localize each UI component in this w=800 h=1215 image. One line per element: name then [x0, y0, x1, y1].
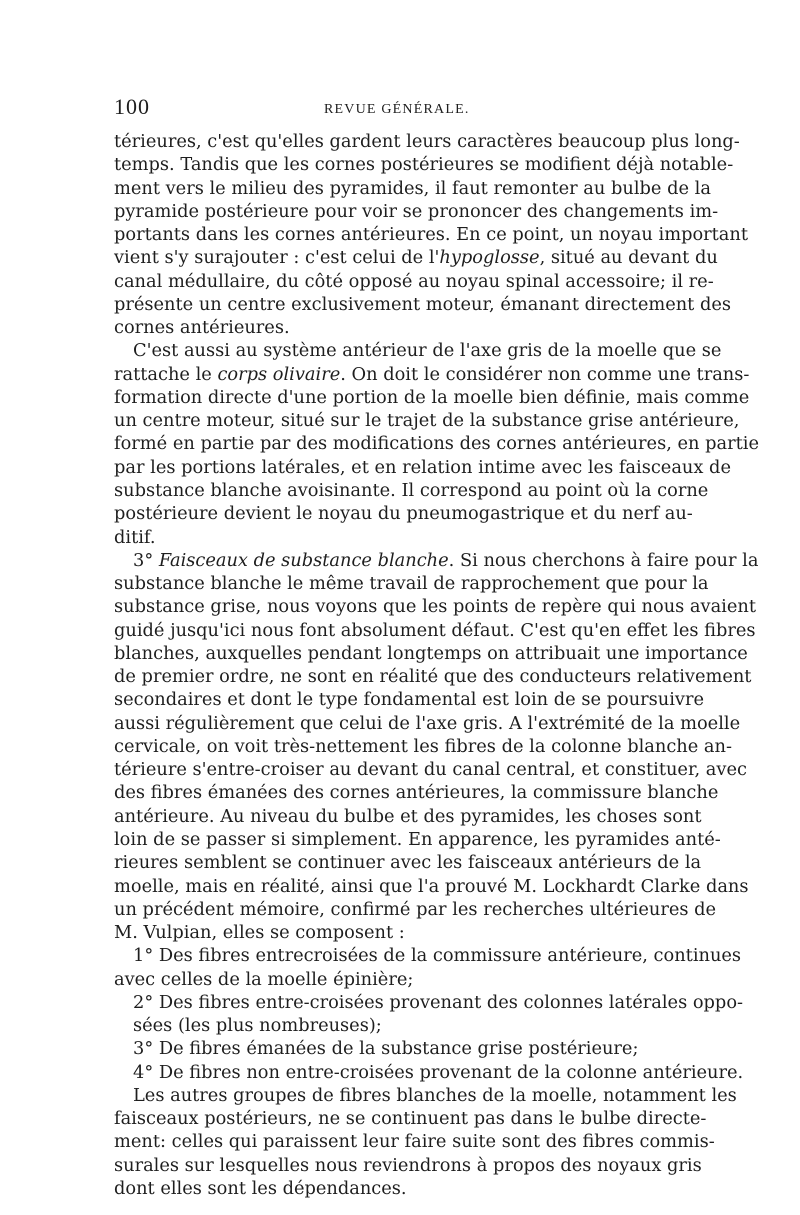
text-line — [114, 246, 718, 269]
text-line — [114, 177, 711, 200]
text-segment: temps. Tandis que les cornes postérieures se modifient déjà notable- — [114, 154, 734, 176]
text-segment: substance grise, nous voyons que les points de repère qui nous avaient — [114, 596, 756, 618]
text-segment: vient s'y surajouter : c'est celui de l' — [114, 247, 440, 269]
text-segment: cervicale, on voit très-nettement les fibres de la colonne blanche an- — [114, 735, 732, 757]
text-line — [114, 921, 688, 944]
text-segment: aussi régulièrement que celui de l'axe gris. A l'extrémité de la moelle — [114, 712, 741, 734]
text-segment: formation directe d'une portion de la moelle bien définie, mais comme — [114, 386, 750, 408]
italic-term: hypoglosse — [439, 247, 540, 269]
text-segment: blanches, auxquelles pendant longtemps on attribuait une importance — [114, 642, 748, 664]
text-line — [114, 479, 709, 502]
text-segment: C'est aussi au système antérieur de l'axe gris de la moelle que se — [133, 340, 722, 362]
text-line — [114, 502, 693, 525]
text-segment: sées (les plus nombreuses); — [133, 1015, 382, 1037]
text-line — [114, 1107, 707, 1130]
text-segment: des fibres émanées des cornes antérieures, la commissure blanche — [114, 782, 719, 804]
text-segment: térieures, c'est qu'elles gardent leurs caractères beaucoup plus long- — [114, 131, 740, 152]
text-segment: un centre moteur, situé sur le trajet de la substance grise antérieure, — [114, 410, 740, 432]
text-line — [114, 526, 688, 549]
text-line — [114, 828, 721, 851]
text-line — [114, 1084, 737, 1107]
text-line — [114, 1154, 702, 1177]
text-segment: par les portions latérales, et en relation intime avec les faisceaux de — [114, 456, 731, 478]
text-line — [114, 642, 748, 665]
text-line — [114, 223, 748, 246]
text-line — [114, 456, 731, 479]
text-line — [114, 1061, 744, 1084]
text-line — [114, 363, 750, 386]
text-segment: dont elles sont les dépendances. — [114, 1177, 407, 1199]
text-line — [114, 293, 732, 316]
text-segment: postérieure devient le noyau du pneumogastrique et du nerf au- — [114, 503, 693, 525]
text-line — [114, 688, 705, 711]
text-segment: de premier ordre, ne sont en réalité que des conducteurs relativement — [114, 666, 752, 688]
text-line — [114, 386, 750, 409]
text-segment: surales sur lesquelles nous reviendrons à propos des noyaux gris — [114, 1154, 702, 1176]
text-segment: Les autres groupes de fibres blanches de la moelle, notamment les — [133, 1084, 737, 1106]
text-line — [114, 595, 756, 618]
text-segment: 3° De fibres émanées de la substance grise postérieure; — [133, 1038, 639, 1060]
text-segment: térieure s'entre-croiser au devant du canal central, et constituer, avec — [114, 759, 747, 781]
body-text — [114, 130, 759, 1200]
text-segment: avec celles de la moelle épinière; — [114, 968, 414, 990]
text-segment: pyramide postérieure pour voir se prononcer des changements im- — [114, 200, 719, 222]
text-line — [114, 1177, 688, 1200]
text-line — [114, 875, 749, 898]
text-line — [114, 781, 719, 804]
page-number: 100 — [114, 94, 150, 119]
text-segment: rattache le — [114, 363, 218, 385]
text-segment: canal médullaire, du côté opposé au noyau spinal accessoire; il re- — [114, 270, 714, 292]
text-segment: 2° Des fibres entre-croisées provenant des colonnes latérales oppo- — [133, 991, 744, 1013]
text-segment: un précédent mémoire, confirmé par les recherches ultérieures de — [114, 898, 717, 920]
text-segment: substance blanche avoisinante. Il correspond au point où la corne — [114, 479, 709, 501]
text-line — [114, 898, 717, 921]
text-segment: loin de se passer si simplement. En apparence, les pyramides anté- — [114, 828, 721, 850]
page — [114, 90, 759, 1200]
text-line — [114, 339, 722, 362]
text-segment: présente un centre exclusivement moteur, émanant directement des — [114, 293, 732, 315]
text-line — [114, 758, 747, 781]
text-segment: 4° De fibres non entre-croisées provenant de la colonne antérieure. — [133, 1061, 744, 1083]
text-line — [114, 712, 741, 735]
text-line — [114, 153, 734, 176]
text-line — [114, 270, 714, 293]
text-line — [114, 409, 740, 432]
text-line — [114, 944, 742, 967]
text-segment: faisceaux postérieurs, ne se continuent pas dans le bulbe directe- — [114, 1108, 707, 1130]
text-segment: ment: celles qui paraissent leur faire suite sont des fibres commis- — [114, 1131, 715, 1153]
text-line — [114, 851, 702, 874]
text-line — [114, 432, 759, 455]
text-line — [114, 549, 759, 572]
text-segment: M. Vulpian, elles se composent : — [114, 922, 405, 944]
journal-title: REVUE GÉNÉRALE. — [324, 102, 470, 117]
text-segment: , situé au devant du — [539, 247, 718, 269]
text-line — [114, 200, 719, 223]
text-line — [114, 316, 688, 339]
running-head — [114, 90, 688, 130]
text-segment: 1° Des fibres entrecroisées de la commissure antérieure, continues — [133, 945, 742, 967]
text-segment: 3° — [133, 549, 159, 571]
text-line — [114, 1037, 688, 1060]
text-segment: rieures semblent se continuer avec les faisceaux antérieurs de la — [114, 852, 702, 874]
text-segment: . Si nous cherchons à faire pour la — [448, 549, 759, 571]
text-segment: portants dans les cornes antérieures. En ce point, un noyau important — [114, 224, 748, 246]
text-line — [114, 1130, 715, 1153]
text-line — [114, 805, 702, 828]
text-segment: guidé jusqu'ici nous font absolument défaut. C'est qu'en effet les fibres — [114, 619, 756, 641]
text-segment: cornes antérieures. — [114, 317, 290, 339]
text-line — [114, 619, 756, 642]
text-segment: . On doit le considérer non comme une trans- — [340, 363, 750, 385]
text-line — [114, 991, 744, 1014]
italic-term: corps olivaire — [217, 363, 341, 385]
text-line — [114, 572, 709, 595]
italic-term: Faisceaux de substance blanche — [158, 549, 449, 571]
text-line — [114, 130, 740, 153]
text-line — [114, 665, 752, 688]
text-segment: moelle, mais en réalité, ainsi que l'a prouvé M. Lockhardt Clarke dans — [114, 875, 749, 897]
text-segment: ditif. — [114, 526, 156, 548]
text-line — [114, 1014, 688, 1037]
text-segment: formé en partie par des modifications des cornes antérieures, en partie — [114, 433, 759, 455]
text-segment: antérieure. Au niveau du bulbe et des pyramides, les choses sont — [114, 805, 702, 827]
text-line — [114, 735, 732, 758]
text-line — [114, 968, 688, 991]
text-segment: ment vers le milieu des pyramides, il faut remonter au bulbe de la — [114, 177, 711, 199]
text-segment: substance blanche le même travail de rapprochement que pour la — [114, 573, 709, 595]
text-segment: secondaires et dont le type fondamental est loin de se poursuivre — [114, 689, 705, 711]
